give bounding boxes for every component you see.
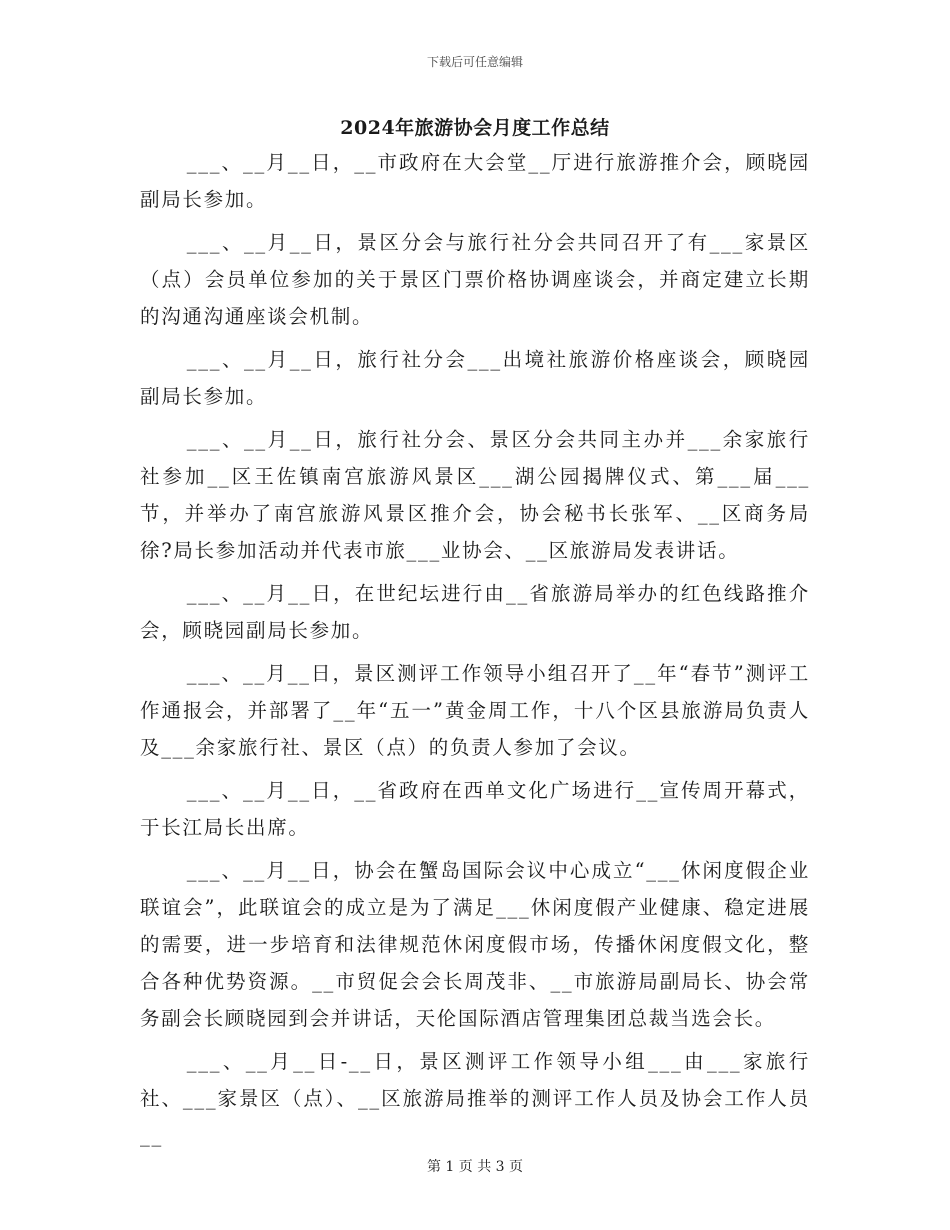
paragraph-8: ___、__月__日，协会在蟹岛国际会议中心成立“___休闲度假企业联谊会”，此联谊会的成立是为了满足___休闲度假产业健康、稳定进展的需要，进一步培育和法律规范休闲度假市场，传播休闲度假文化，整合各种优势资源。__市贸促会会长周茂非、__市旅游局副局长、协会常务副会长顾晓园到会并讲话，天伦国际酒店管理集团总裁当选会长。	[140, 859, 810, 1030]
paragraph-1: ___、__月__日，__市政府在大会堂__厅进行旅游推介会，顾晓园副局长参加。	[140, 151, 810, 211]
paragraph-6: ___、__月__日，景区测评工作领导小组召开了__年“春节”测评工作通报会，并部署了__年“五一”黄金周工作，十八个区县旅游局负责人及___余家旅行社、景区（点）的负责人参加了会议。	[140, 662, 810, 759]
page-number: 第 1 页 共 3 页	[426, 1159, 524, 1175]
document-body	[140, 144, 810, 1160]
paragraph-5: ___、__月__日，在世纪坛进行由__省旅游局举办的红色线路推介会，顾晓园副局长参加。	[140, 582, 810, 642]
paragraph-2: ___、__月__日，景区分会与旅行社分会共同召开了有___家景区（点）会员单位参加的关于景区门票价格协调座谈会，并商定建立长期的沟通沟通座谈会机制。	[140, 231, 810, 328]
page-header-note: 下载后可任意编辑	[426, 55, 523, 69]
paragraph-9: ___、__月__日-__日，景区测评工作领导小组___由___家旅行社、___家景区（点）、__区旅游局推举的测评工作人员及协会工作人员__	[140, 1050, 810, 1147]
paragraph-7: ___、__月__日，__省政府在西单文化广场进行__宣传周开幕式，于长江局长出席。	[140, 779, 810, 839]
paragraph-3: ___、__月__日，旅行社分会___出境社旅游价格座谈会，顾晓园副局长参加。	[140, 348, 810, 408]
document-title: 2024年旅游协会月度工作总结	[340, 117, 610, 139]
paragraph-4: ___、__月__日，旅行社分会、景区分会共同主办并___余家旅行社参加__区王佐镇南宫旅游风景区___湖公园揭牌仪式、第___届___节，并举办了南宫旅游风景区推介会，协会秘书长张军、__区商务局徐?局长参加活动并代表市旅___业协会、__区旅游局发表讲话。	[140, 428, 810, 562]
